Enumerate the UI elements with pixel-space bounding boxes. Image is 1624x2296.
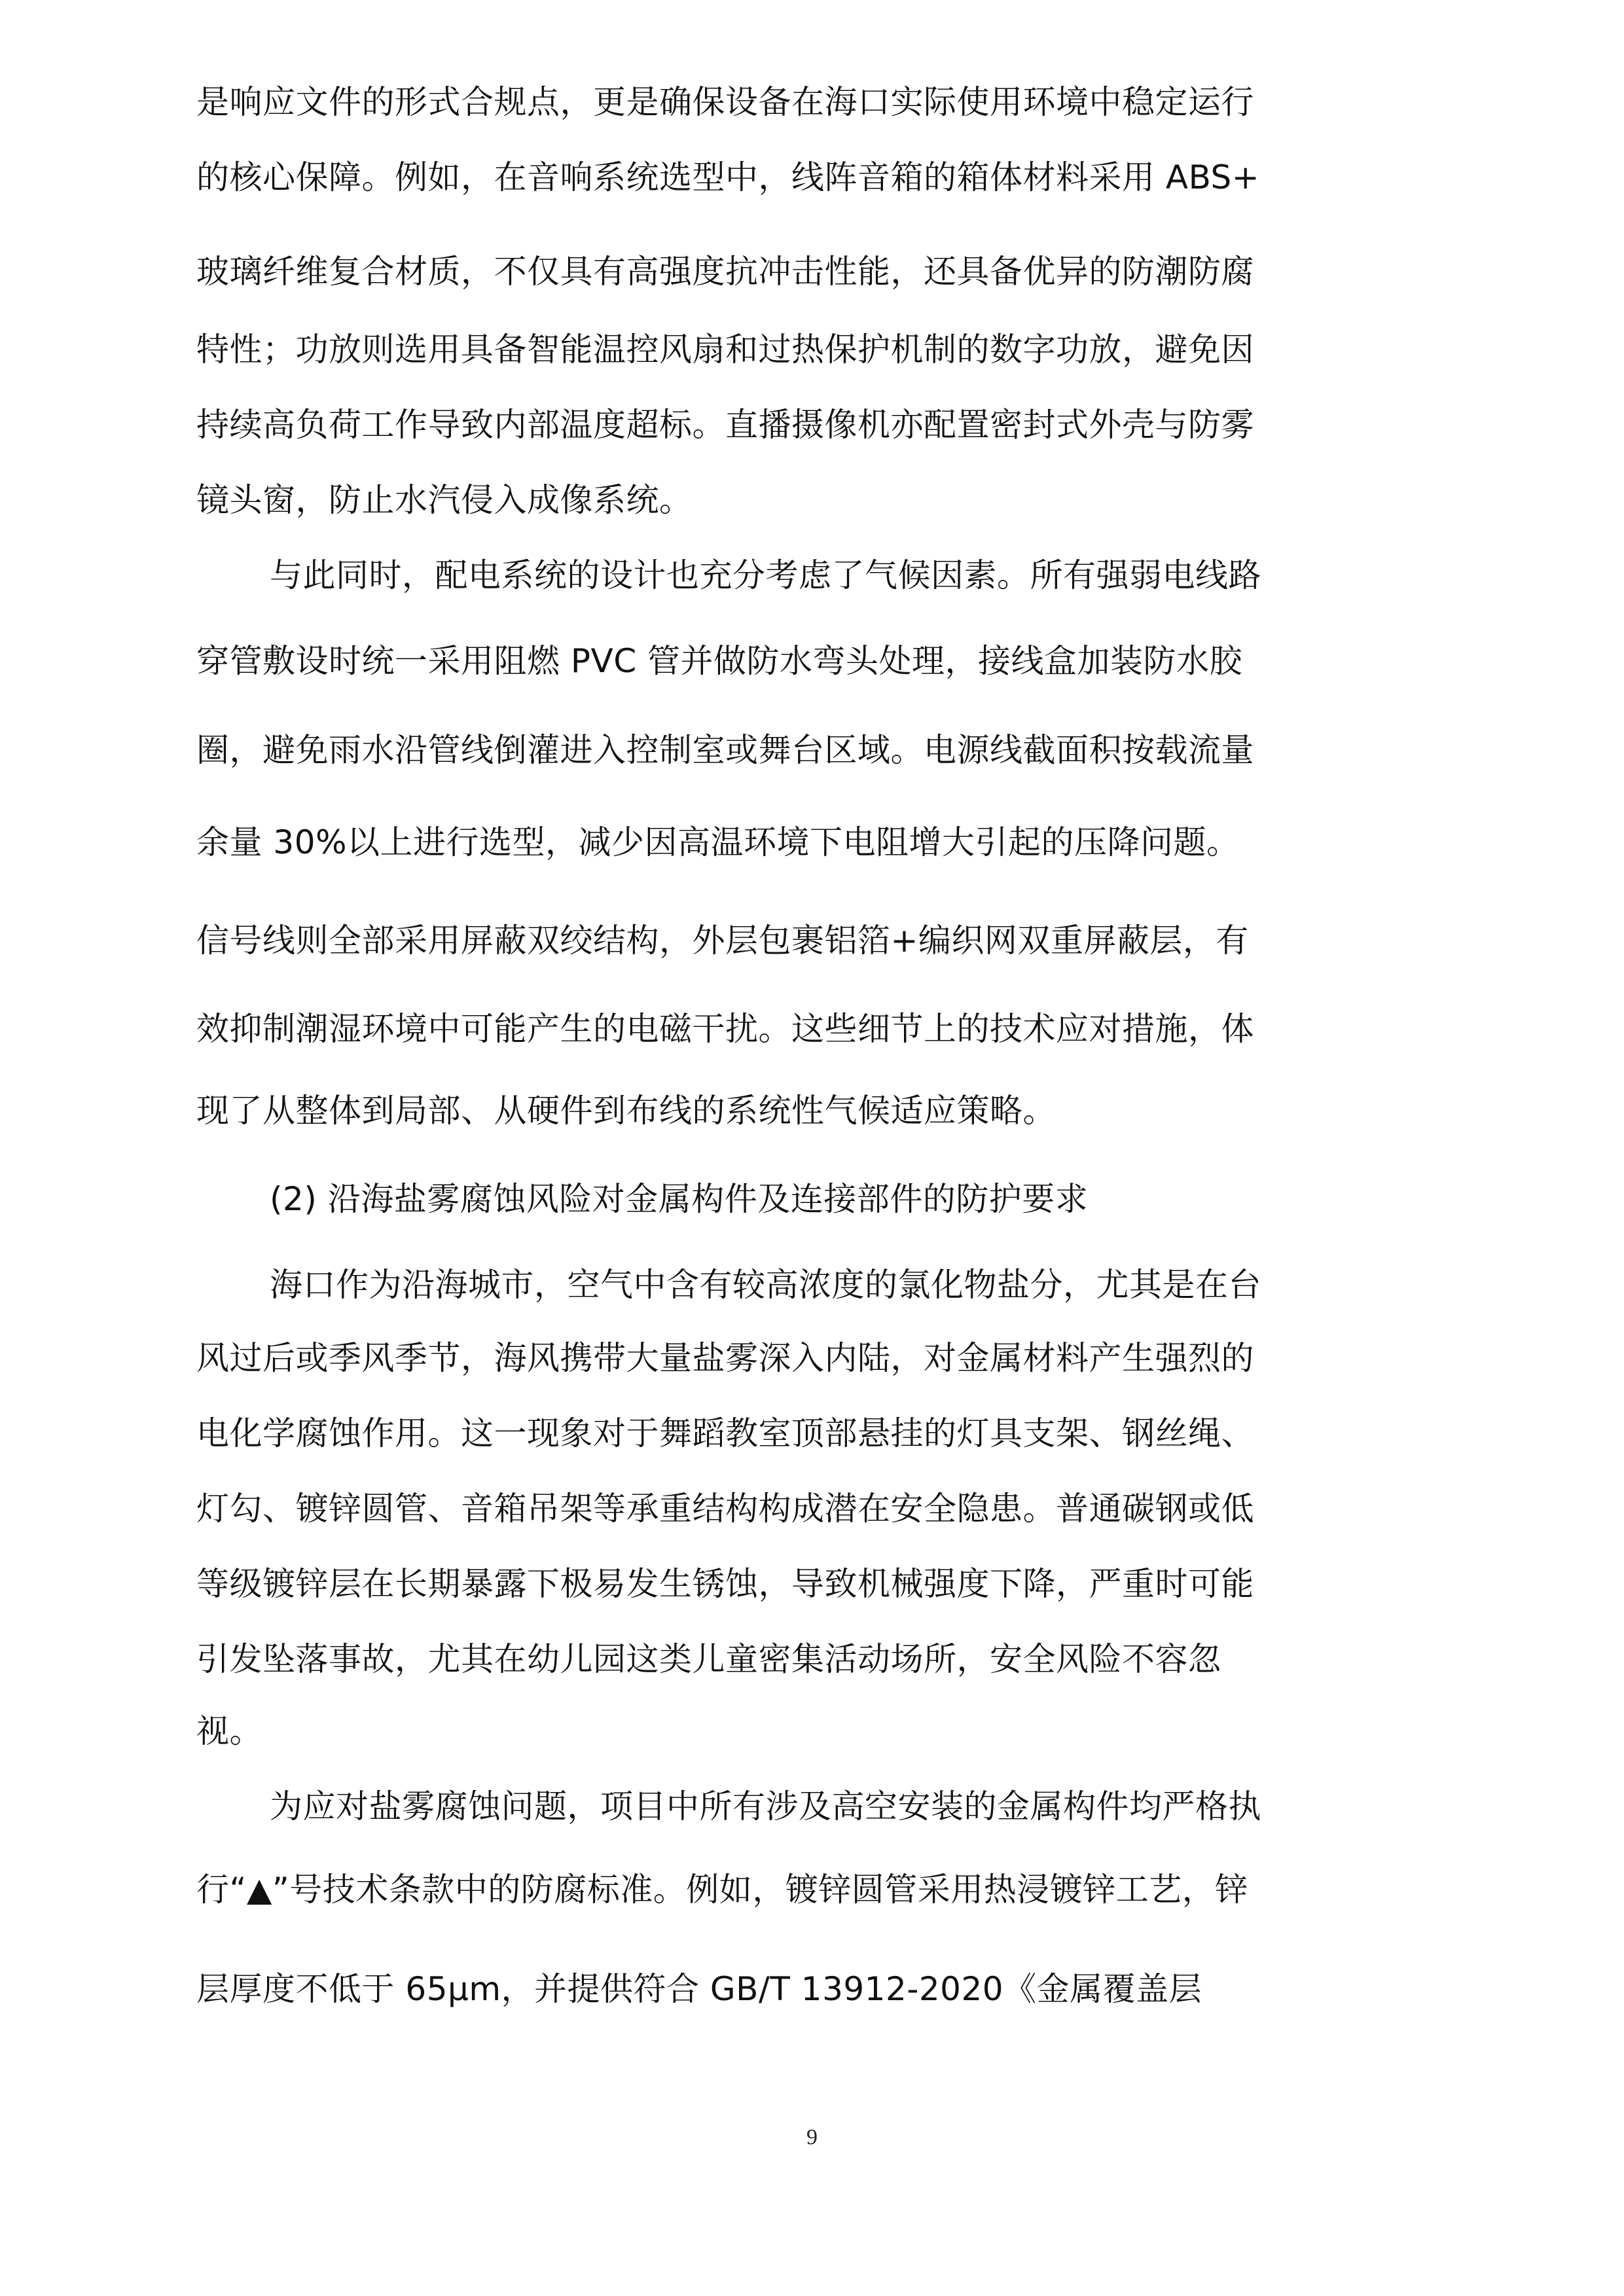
body-line: 等级镀锌层在长期暴露下极易发生锈蚀，导致机械强度下降，严重时可能 <box>196 1565 1254 1603</box>
body-line: 现了从整体到局部、从硬件到布线的系统性气候适应策略。 <box>196 1092 1056 1130</box>
body-line: 信号线则全部采用屏蔽双绞结构，外层包裹铝箔+编织网双重屏蔽层，有 <box>196 922 1249 960</box>
body-line: 穿管敷设时统一采用阻燃 PVC 管并做防水弯头处理，接线盒加装防水胶 <box>196 642 1243 680</box>
body-line: 的核心保障。例如，在音响系统选型中，线阵音箱的箱体材料采用 ABS+ <box>196 158 1260 196</box>
body-line: 层厚度不低于 65μm，并提供符合 GB/T 13912-2020《金属覆盖层 <box>196 1970 1202 2008</box>
body-line: 电化学腐蚀作用。这一现象对于舞蹈教室顶部悬挂的灯具支架、钢丝绳、 <box>196 1414 1254 1452</box>
body-line: 圈，避免雨水沿管线倒灌进入控制室或舞台区域。电源线截面积按载流量 <box>196 731 1254 769</box>
paragraph-first-line: 与此同时，配电系统的设计也充分考虑了气候因素。所有强弱电线路 <box>270 556 1261 594</box>
body-line: 持续高负荷工作导致内部温度超标。直播摄像机亦配置密封式外壳与防雾 <box>196 406 1254 444</box>
body-line: 灯勾、镀锌圆管、音箱吊架等承重结构构成潜在安全隐患。普通碳钢或低 <box>196 1490 1254 1528</box>
body-line: 特性；功放则选用具备智能温控风扇和过热保护机制的数字功放，避免因 <box>196 331 1254 368</box>
page-number: 9 <box>806 2125 818 2149</box>
body-line: 行“▲”号技术条款中的防腐标准。例如，镀锌圆管采用热浸镀锌工艺，锌 <box>196 1871 1248 1909</box>
body-line: 玻璃纤维复合材质，不仅具有高强度抗冲击性能，还具备优异的防潮防腐 <box>196 253 1254 291</box>
body-line: 余量 30%以上进行选型，减少因高温环境下电阻增大引起的压降问题。 <box>196 823 1240 861</box>
body-line: 是响应文件的形式合规点，更是确保设备在海口实际使用环境中稳定运行 <box>196 83 1254 121</box>
paragraph-first-line: 海口作为沿海城市，空气中含有较高浓度的氯化物盐分，尤其是在台 <box>270 1266 1261 1304</box>
body-line: 视。 <box>196 1712 262 1750</box>
paragraph-first-line: 为应对盐雾腐蚀问题，项目中所有涉及高空安装的金属构件均严格执 <box>270 1787 1261 1825</box>
section-heading: (2) 沿海盐雾腐蚀风险对金属构件及连接部件的防护要求 <box>270 1180 1089 1218</box>
body-line: 镜头窗，防止水汽侵入成像系统。 <box>196 481 693 519</box>
body-line: 效抑制潮湿环境中可能产生的电磁干扰。这些细节上的技术应对措施，体 <box>196 1010 1254 1048</box>
body-line: 风过后或季风季节，海风携带大量盐雾深入内陆，对金属材料产生强烈的 <box>196 1339 1254 1377</box>
body-line: 引发坠落事故，尤其在幼儿园这类儿童密集活动场所，安全风险不容忽 <box>196 1640 1221 1678</box>
